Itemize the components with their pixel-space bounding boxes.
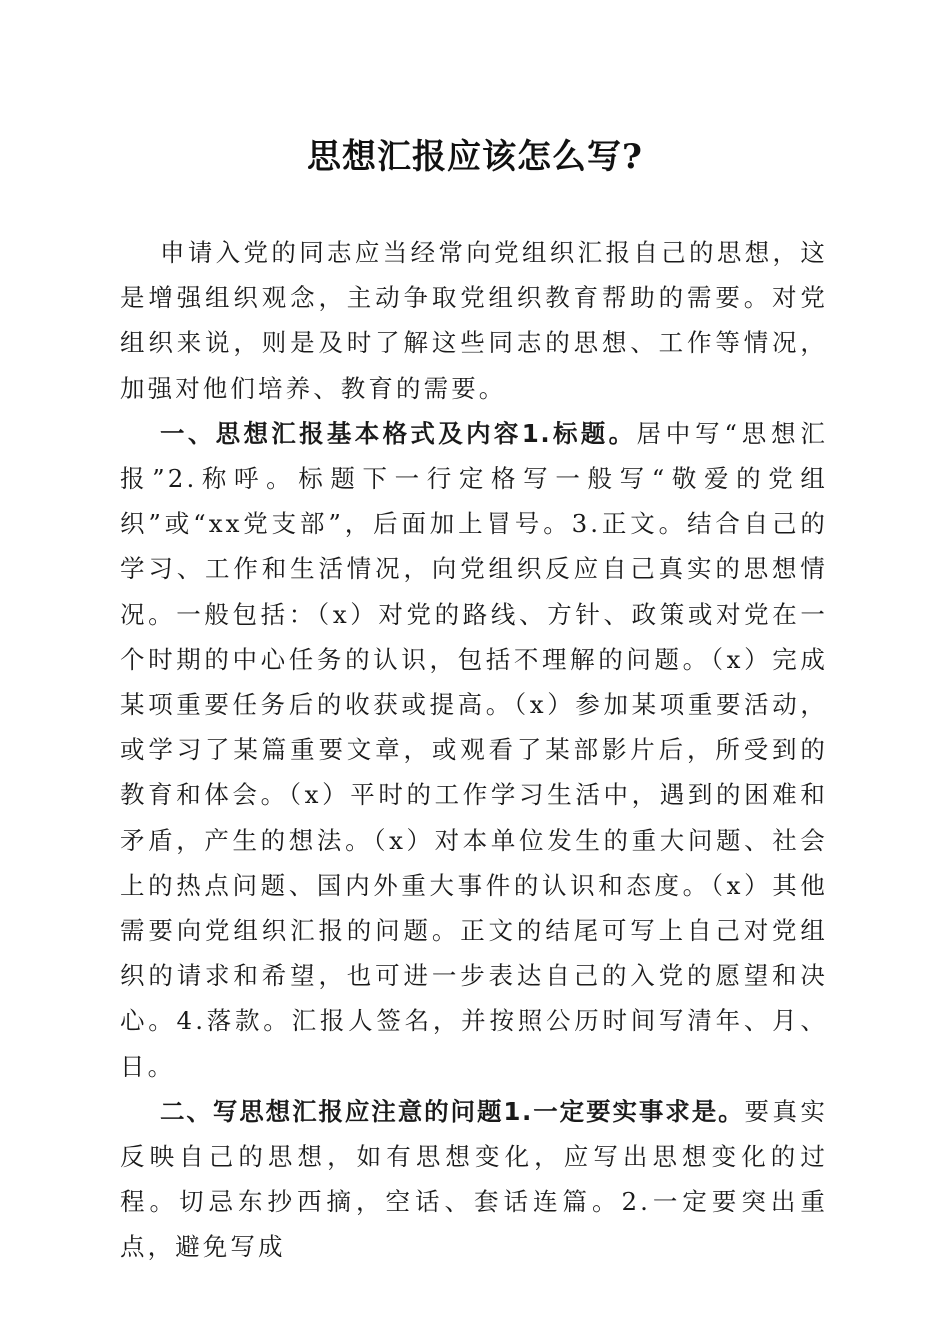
section2-paragraph (120, 1089, 828, 1270)
section2-body: 要真实反映自己的思想，如有思想变化，应写出思想变化的过程。切忌东抄西摘，空话、套话连篇。2.一定要突出重点，避免写成 (120, 1096, 828, 1262)
section2-item1-label: 1.一定要实事求是。 (503, 1096, 745, 1126)
document-title: 思想汇报应该怎么写? (307, 137, 643, 177)
section1-heading: 一、思想汇报基本格式及内容 (160, 418, 522, 448)
section1-body: 居中写“思想汇报”2.称呼。标题下一行定格写一般写“敬爱的党组织”或“xx党支部”，后面加上冒号。3.正文。结合自己的学习、工作和生活情况，向党组织反应自己真实的思想情况。一般包括：（x）对党的路线、方针、政策或对党在一个时期的中心任务的认识，包括不理解的问题。（x）完成某项重要任务后的收获或提高。（x）参加某项重要活动，或学习了某篇重要文章，或观看了某部影片后，所受到的教育和体会。（x）平时的工作学习生活中，遇到的困难和矛盾，产生的想法。（x）对本单位发生的重大问题、社会上的热点问题、国内外重大事件的认识和态度。（x）其他需要向党组织汇报的问题。正文的结尾可写上自己对党组织的请求和希望，也可进一步表达自己的入党的愿望和决心。4.落款。汇报人签名，并按照公历时间写清年、月、日。 (120, 418, 828, 1081)
document-body (120, 230, 828, 1270)
intro-paragraph: 申请入党的同志应当经常向党组织汇报自己的思想，这是增强组织观念，主动争取党组织教育帮助的需要。对党组织来说，则是及时了解这些同志的思想、工作等情况，加强对他们培养、教育的需要。 (120, 238, 828, 403)
section1-paragraph (120, 411, 828, 1089)
section2-heading: 二、写思想汇报应注意的问题 (160, 1096, 504, 1126)
section1-item1-label: 1.标题。 (521, 418, 637, 448)
